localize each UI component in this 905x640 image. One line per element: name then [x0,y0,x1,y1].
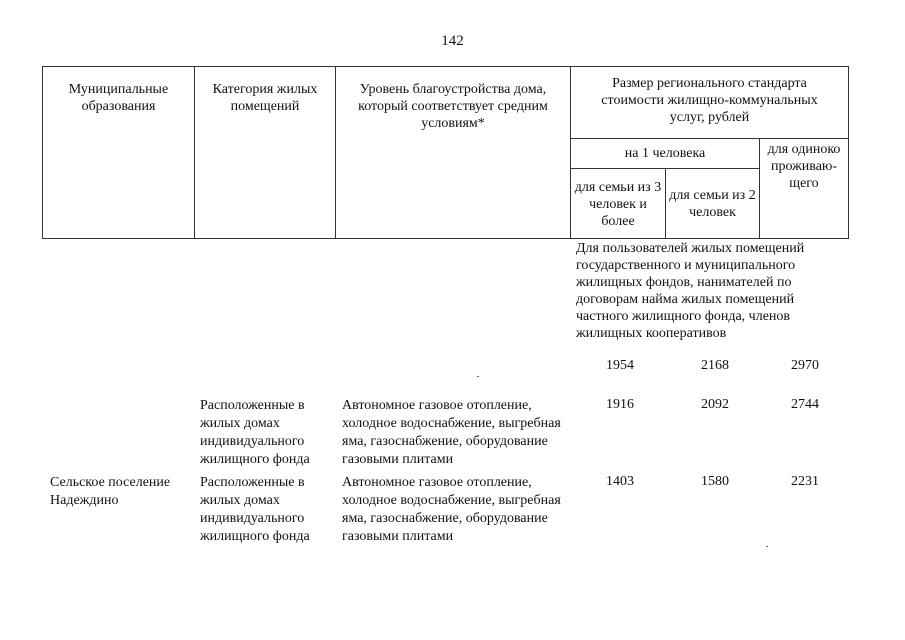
header-municipal-label: Муниципальные образования [68,82,169,114]
cell-category: Расположенные в жилых домах индивидуального жилищного фонда [200,475,310,544]
cell-category: Расположенные в жилых домах индивидуального жилищного фонда [200,398,310,467]
header-level-label: Уровень благоустройства дома, который соответствует средним условиям* [358,82,548,131]
cell-level: Автономное газовое отопление, холодное водоснабжение, выгребная яма, газоснабжение, оборудование газовыми плитами [342,398,561,467]
value-family2: 1580 [701,474,729,489]
value-family2: 2168 [701,358,729,373]
page-number: 142 [441,33,464,49]
scan-speck [766,546,768,547]
header-category-label: Категория жилых помещений [212,82,318,114]
header-size-label: Размер регионального стандарта стоимости жилищно-коммунальных услуг, рублей [601,76,818,125]
header-single-label: для одиноко проживаю-щего [767,142,841,191]
header-size [570,66,849,139]
header-category [194,66,336,239]
value-single: 2231 [791,474,819,489]
header-level [335,66,571,239]
value-family3: 1403 [606,474,634,489]
header-family2-label: для семьи из 2 человек [669,188,756,220]
header-family3 [570,168,666,239]
header-family2 [665,168,760,239]
header-family3-label: для семьи из 3 человек и более [574,180,662,229]
header-per-person [570,138,760,169]
header-municipal [42,66,195,239]
value-family3: 1916 [606,397,634,412]
section-subtitle: Для пользователей жилых помещений государственного и муниципального жилищных фондов, нанимателей по договорам найма жилых помещений частного жилищного фонда, членов жилищных кооперативов [576,241,805,341]
value-family3: 1954 [606,358,634,373]
value-family2: 2092 [701,397,729,412]
value-single: 2970 [791,358,819,373]
cell-level: Автономное газовое отопление, холодное водоснабжение, выгребная яма, газоснабжение, оборудование газовыми плитами [342,475,561,544]
scan-speck [477,376,479,377]
header-single [759,138,849,239]
header-per-person-label: на 1 человека [624,146,706,161]
cell-municipal: Сельское поселение Надеждино [50,475,171,508]
value-single: 2744 [791,397,819,412]
